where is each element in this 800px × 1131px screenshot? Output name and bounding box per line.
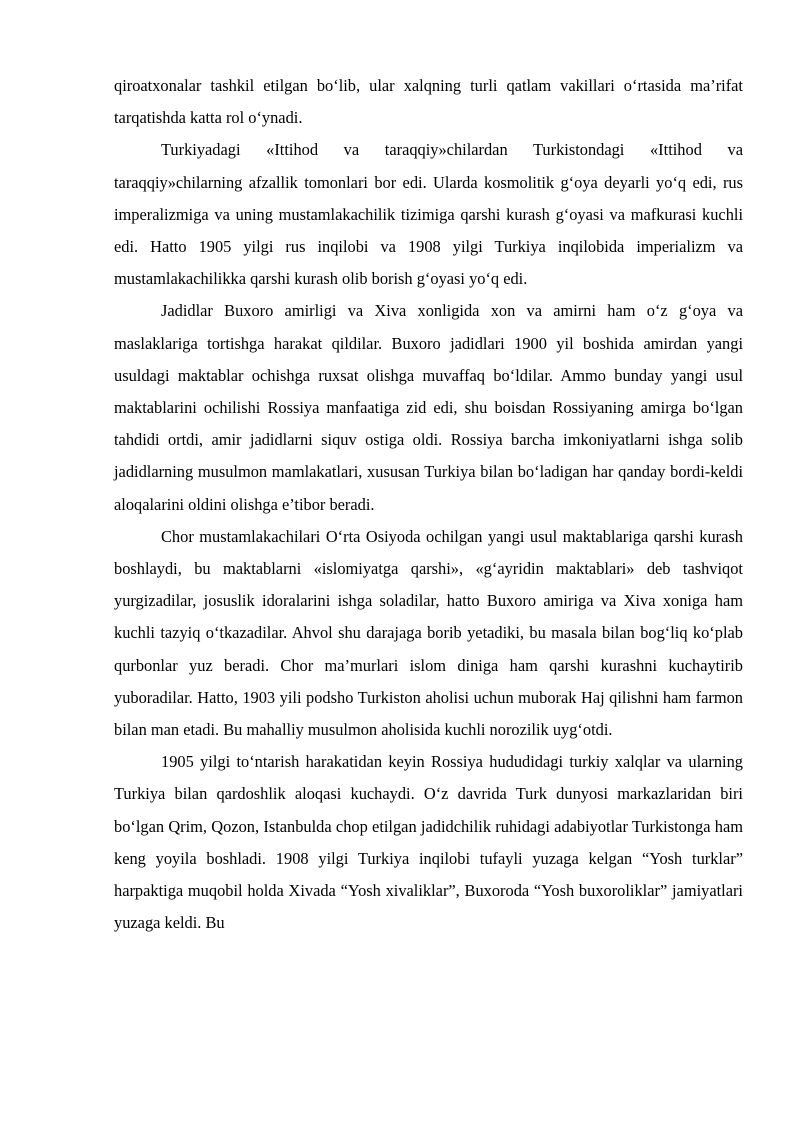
- document-body: [114, 70, 743, 939]
- paragraph-jadidlar: Jadidlar Buxoro amirligi va Xiva xonligida xon va amirni ham o‘z g‘oya va maslaklariga tortishga harakat qildilar. Buxoro jadidlari 1900 yil boshida amirdan yangi usuldagi maktablar ochishga ruxsat olishga muvaffaq bo‘ldilar. Ammo bunday yangi usul maktablarini ochilishi Rossiya manfaatiga zid edi, shu boisdan Rossiyaning amirga bo‘lgan tahdidi ortdi, amir jadidlarni siquv ostiga oldi. Rossiya barcha imkoniyatlarni ishga solib jadidlarning musulmon mamlakatlari, xususan Turkiya bilan bo‘ladigan har qanday bordi-keldi aloqalarini oldini olishga e’tibor beradi.: [114, 301, 743, 514]
- paragraph-chor: Chor mustamlakachilari O‘rta Osiyoda ochilgan yangi usul maktablariga qarshi kurash boshlaydi, bu maktablarni «islomiyatga qarshi», «g‘ayridin maktablari» deb tashviqot yurgizadilar, josuslik idoralarini ishga soladilar, hatto Buxoro amiriga va Xiva xoniga ham kuchli tazyiq o‘tkazadilar. Ahvol shu darajaga borib yetadiki, bu masala bilan bog‘liq ko‘plab qurbonlar yuz beradi. Chor ma’murlari islom diniga ham qarshi kurashni kuchaytirib yuboradilar. Hatto, 1903 yili podsho Turkiston aholisi uchun muborak Haj qilishni ham farmon bilan man etadi. Bu mahalliy musulmon aholisida kuchli norozilik uyg‘otdi.: [114, 526, 743, 740]
- paragraph-continuation: qiroatxonalar tashkil etilgan bo‘lib, ular xalqning turli qatlam vakillari o‘rtasida ma’rifat tarqatishda katta rol o‘ynadi.: [114, 76, 743, 128]
- paragraph-ittihod: Turkiyadagi «Ittihod va taraqqiy»chilardan Turkistondagi «Ittihod va taraqqiy»chilarning afzallik tomonlari bor edi. Ularda kosmolitik g‘oya deyarli yo‘q edi, rus imperalizmiga va uning mustamlakachilik tizimiga qarshi kurash g‘oyasi va mafkurasi kuchli edi. Hatto 1905 yilgi rus inqilobi va 1908 yilgi Turkiya inqilobida imperializm va mustamlakachilikka qarshi kurash olib borish g‘oyasi yo‘q edi.: [114, 140, 743, 289]
- paragraph-1905: 1905 yilgi to‘ntarish harakatidan keyin Rossiya hududidagi turkiy xalqlar va ularning Turkiya bilan qardoshlik aloqasi kuchaydi. O‘z davrida Turk dunyosi markazlaridan biri bo‘lgan Qrim, Qozon, Istanbulda chop etilgan jadidchilik ruhidagi adabiyotlar Turkistonga ham keng yoyila boshladi. 1908 yilgi Turkiya inqilobi tufayli yuzaga kelgan “Yosh turklar” harpaktiga muqobil holda Xivada “Yosh xivaliklar”, Buxoroda “Yosh buxoroliklar” jamiyatlari yuzaga keldi. Bu: [114, 752, 743, 933]
